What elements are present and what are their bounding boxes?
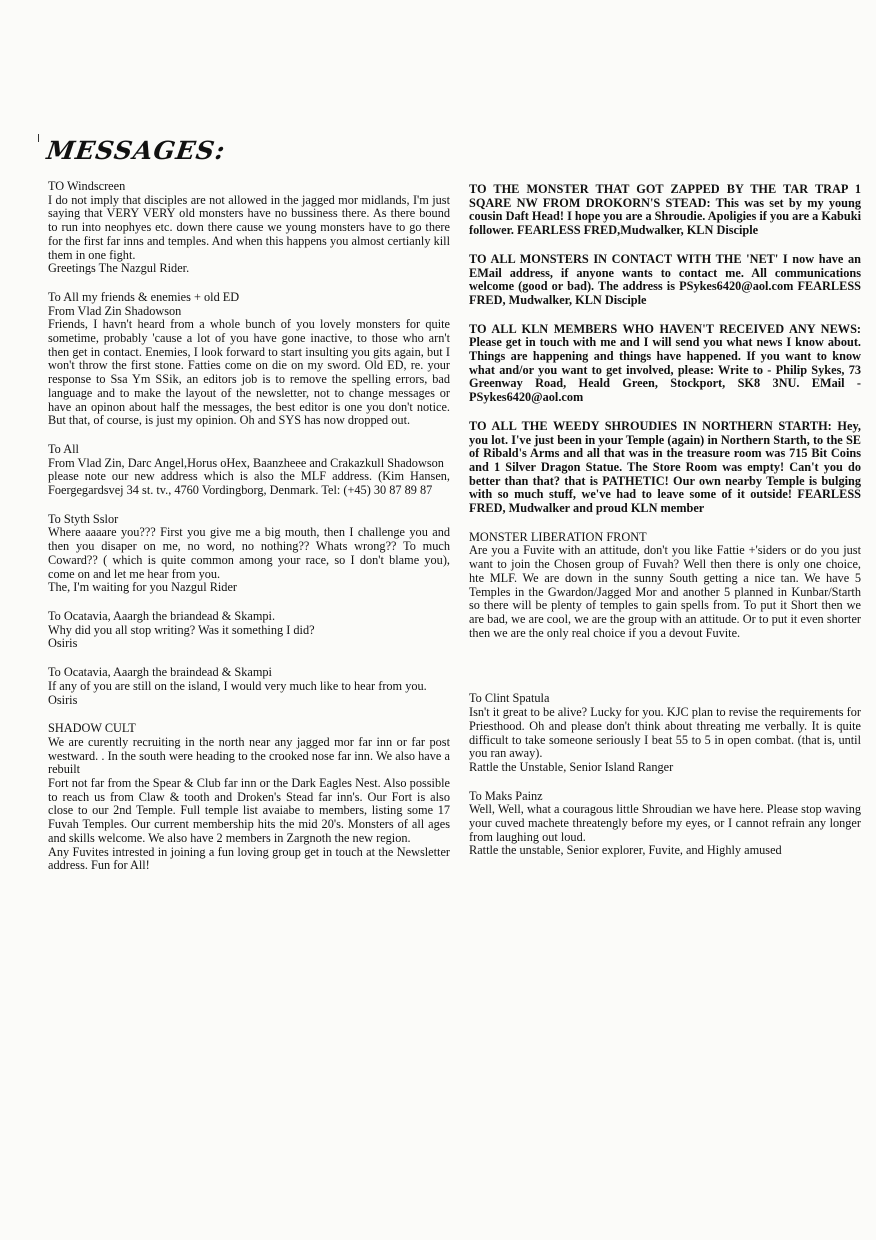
message-line: Osiris [48, 636, 78, 651]
message-line: Fort not far from the Spear & Club far inn or the Dark Eagles Nest. Also possible to reach us from Claw & tooth and Droken's Stead far inn's. Our Fort is also close to our 2nd Temple. Full temple list avaiabe to members, listing some 17 Fuvah Temples. Our current membership hits the mid 20's. Monsters of all ages and skills welcome. We also have 2 members in Zargnoth the new region. [48, 776, 450, 845]
message-line: Why did you all stop writing? Was it something I did? [48, 622, 315, 637]
message-line: We are curently recruiting in the north near any jagged mor far inn or far post westward. . In the south were heading to the crooked nose far inn. We also have a rebuilt [48, 734, 450, 777]
message-line: From Vlad Zin, Darc Angel,Horus oHex, Baanzheee and Crakazkull Shadowson [48, 455, 444, 470]
stray-mark [38, 134, 39, 142]
message-line: Rattle the Unstable, Senior Island Ranger [469, 759, 674, 774]
message-line: TO ALL KLN MEMBERS WHO HAVEN'T RECEIVED ANY NEWS: Please get in touch with me and I will send you what news I know about. Things are happening and things have happened. If you want to know what and/or you want to get involved, please: Write to - Philip Sykes, 73 Greenway Road, Heald Green, Stockport, SK8 3NU. EMail - PSykes6420@aol.com [469, 321, 861, 405]
message-line: Where aaaare you??? First you give me a big mouth, then I challenge you and then you disaper on me, no word, no nothing?? Whats wrong?? To much Coward?? ( which is quite common among your race, so I don't blame you), come on and let me hear from you. [48, 525, 450, 581]
message-line: Any Fuvites intrested in joining a fun loving group get in touch at the Newsletter address. Fun for All! [48, 844, 450, 873]
message-line: To Ocatavia, Aaargh the briandead & Skampi. [48, 608, 276, 623]
message-line: The, I'm waiting for you Nazgul Rider [48, 580, 238, 595]
message-line: Osiris [48, 692, 78, 707]
message-to-all-address [48, 443, 450, 498]
message-to-clint-spatula [469, 692, 861, 774]
message-line: To Styth Sslor [48, 511, 119, 526]
message-line: If any of you are still on the island, I would very much like to hear from you. [48, 678, 427, 693]
message-line: Are you a Fuvite with an attitude, don't you like Fattie +'siders or do you just want to join the Chosen group of Fuvah? Well then there is only one choice, hte MLF. We are down in the sunny South getting a nice tan. We have 5 Temples in the Gwardon/Jagged Mor and another 5 planned in Kunbar/Starth so there will be plenty of temples to gain spells from. To put it Short then we are bad, we are cool, we are the group with an attitude. Or to put it even shorter then we are the only real choice if you a devout Fuvite. [469, 543, 861, 640]
message-line: Greetings The Nazgul Rider. [48, 261, 190, 276]
page-heading: MESSAGES: [44, 136, 228, 165]
message-to-ocatavia-2 [48, 666, 450, 707]
message-to-all-friends [48, 291, 450, 428]
message-line: TO THE MONSTER THAT GOT ZAPPED BY THE TAR TRAP 1 SQARE NW FROM DROKORN'S STEAD: This was set by my young cousin Daft Head! I hope you are a Shroudie. Apoligies if you are a Kabuki follower. FEARLESS FRED,Mudwalker, KLN Disciple [469, 182, 861, 238]
message-line: MONSTER LIBERATION FRONT [469, 529, 647, 544]
message-to-styth-sslor [48, 513, 450, 595]
message-line: Rattle the unstable, Senior explorer, Fuvite, and Highly amused [469, 843, 782, 858]
message-line: SHADOW CULT [48, 721, 136, 736]
message-net-contact [469, 253, 861, 308]
message-line: TO ALL THE WEEDY SHROUDIES IN NORTHERN STARTH: Hey, you lot. I've just been in your Temple (again) in Northern Starth, to the SE of Ribald's Arms and all that was in the treasure room was 715 Bit Coins and 1 Silver Dragon Statue. The Store Room was empty! Can't you do better than that? that is PATHETIC! Our own nearby Temple is bulging with so much stuff, we've had to leave some of it outside! FEARLESS FRED, Mudwalker and proud KLN member [469, 418, 861, 516]
message-line: TO ALL MONSTERS IN CONTACT WITH THE 'NET' I now have an EMail address, if anyone wants to contact me. All communications welcome (good or bad). The address is PSykes6420@aol.com FEARLESS FRED, Mudwalker, KLN Disciple [469, 251, 861, 307]
message-line: From Vlad Zin Shadowson [48, 303, 182, 318]
message-kln-members [469, 323, 861, 405]
message-to-ocatavia-1 [48, 610, 450, 651]
message-line: please note our new address which is also the MLF address. (Kim Hansen, Foergegardsvej 34 st. tv., 4760 Vordingborg, Denmark. Tel: (+45) 30 87 89 87 [48, 469, 450, 498]
left-column [48, 180, 450, 888]
message-line: To Clint Spatula [469, 691, 550, 706]
message-shadow-cult [48, 722, 450, 873]
message-to-windscreen [48, 180, 450, 276]
message-weedy-shroudies [469, 420, 861, 516]
message-line: I do not imply that disciples are not allowed in the jagged mor midlands, I'm just saying that VERY VERY old monsters have no bussiness there. As there bound to run into neophyes etc. down there cause we young monsters have to go there for the first far inns and temples. And when this happens you almost certianly kill them in one fight. [48, 192, 450, 262]
message-tar-trap [469, 183, 861, 238]
right-column [469, 183, 861, 873]
message-line: Friends, I havn't heard from a whole bunch of you lovely monsters for quite sometime, probably 'cause a lot of you have gone inactive, to those who arn't then get in contact. Enemies, I look forward to start insulting you gits again, but I won't throw the first stone. Fatties come on die on my sword. Old ED, re. your response to Ssa Ym SSik, an editors job is to remove the spelling errors, bad language and to make the layout of the newsletter, not to change messages or have an opinon about half the messages, the best editor is one you don't notice. But that, of course, is just my opinion. Oh and SYS has now dropped out. [48, 317, 450, 428]
message-to-maks-painz [469, 790, 861, 859]
message-line: To Ocatavia, Aaargh the braindead & Skampi [48, 665, 272, 680]
message-monster-liberation-front [469, 531, 861, 641]
message-line: TO Windscreen [48, 179, 126, 193]
message-line: Well, Well, what a couragous little Shroudian we have here. Please stop waving your cuved machete threatengly before my eyes, or I cannot refrain any longer from laughing out loud. [469, 802, 861, 844]
message-line: To All [48, 441, 79, 456]
message-line: To All my friends & enemies + old ED [48, 289, 240, 304]
message-line: To Maks Painz [469, 788, 543, 803]
message-line: Isn't it great to be alive? Lucky for you. KJC plan to revise the requirements for Priesthood. Oh and please don't think about threating me verbally. It is quite difficult to take someone seriously I beat 55 to 5 in open combat. (that is, until you ran away). [469, 705, 861, 761]
